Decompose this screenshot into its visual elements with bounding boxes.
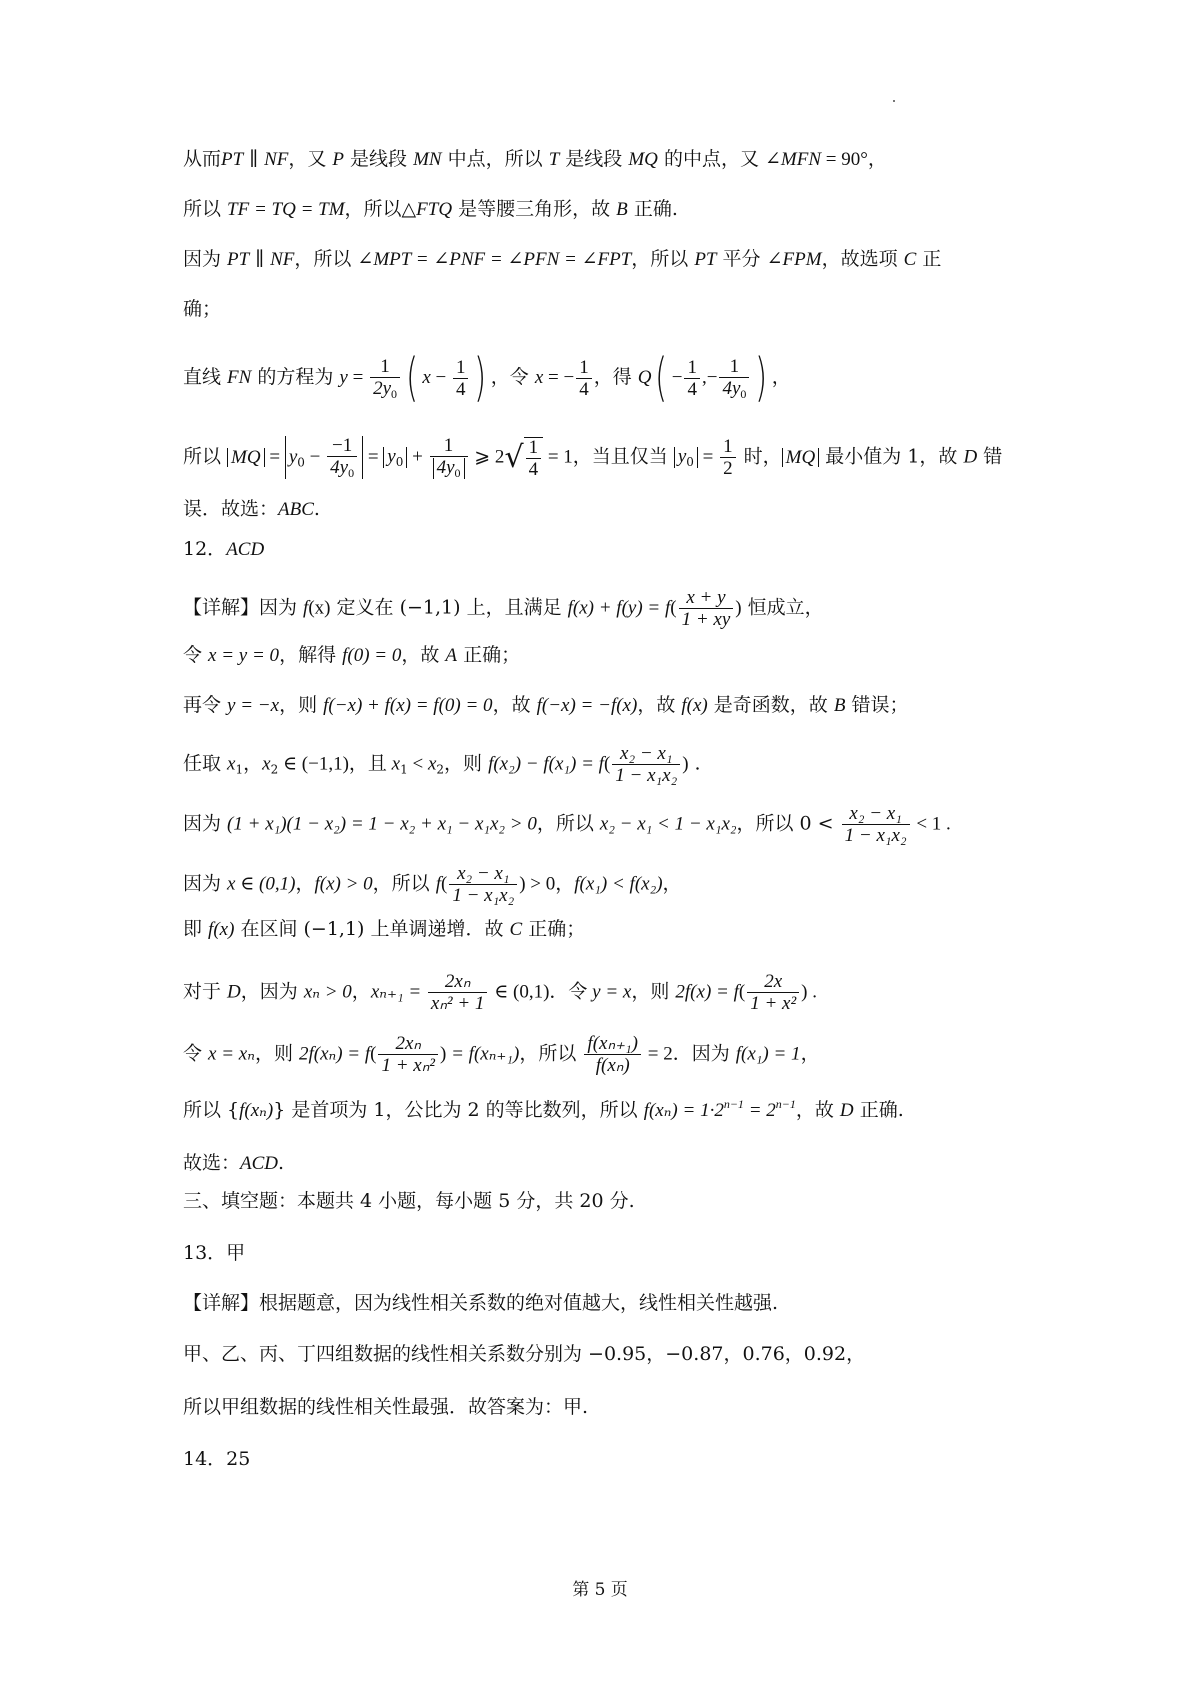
text-line-9: 【详解】因为 f(x) 定义在 (−1,1) 上，且满足 f(x) + f(y) = f( $\frac{x + y}{1 + xy}$ ) 恒成立， [183, 587, 824, 630]
text-line-7: 误．故选：ABC. [183, 498, 320, 520]
text-line-19: 故选：ACD. [183, 1152, 285, 1174]
question-number-13: 13．甲 [183, 1242, 246, 1264]
text-line-16: 对于 D，因为 xₙ > 0，xₙ₊₁ = $\frac{\text{2xₙ}}{\text{xₙ² + 1}}$ ∈ (0,1)．令 y = x，则 2f(x) = f( $\frac{2x}{\text{1 + x²}}$ ) . [183, 971, 817, 1014]
fraction: $\frac{1}{4}$ [684, 358, 700, 399]
fraction: $\frac{x + y}{1 + xy}$ [679, 588, 734, 629]
fraction: $\frac{1}{2y_0}$ [370, 357, 400, 400]
fraction: $\frac{\text{x₂ − x₁}}{\text{1 − x₁x₂}}$ [842, 804, 910, 845]
text-line-23: 甲、乙、丙、丁四组数据的线性相关系数分别为 −0.95，−0.87，0.76，0.92， [183, 1343, 866, 1365]
text-line-4: 确； [183, 298, 222, 320]
fraction: $\frac{1}{4}$ [453, 358, 469, 399]
fraction: $\frac{\text{x₂ − x₁}}{\text{1 − x₁x₂}}$ [449, 864, 517, 905]
fraction: $\frac{1}{4y_0}$ [430, 436, 468, 479]
fraction: $\frac{1}{4y_0}$ [719, 357, 749, 400]
text-line-1: 从而PT ∥ NF，又 P 是线段 MN 中点，所以 T 是线段 MQ 的中点，又 ∠MFN = 90°， [183, 148, 887, 170]
text-line-11: 再令 y = −x，则 f(−x) + f(x) = f(0) = 0，故 f(−x) = −f(x)，故 f(x) 是奇函数，故 B 错误； [183, 694, 909, 716]
fraction: $\frac{\text{x₂ − x₁}}{\text{1 − x₁x₂}}$ [612, 744, 680, 785]
text-line-5: 直线 FN 的方程为 y = $\frac{1}{2y_0}$ ( x − $\frac{1}{4}$ ) ，令 x = − $\frac{1}{4}$ ，得 Q( − $\frac{1}{4}$ ,− $\frac{1}{4y_0}$ ) ， [183, 348, 791, 408]
text-line-24: 所以甲组数据的线性相关性最强．故答案为：甲. [183, 1396, 589, 1418]
fraction: $\frac{\text{f(xₙ₊₁)}}{\text{f(xₙ)}}$ [584, 1034, 641, 1075]
fraction: $\frac{\text{2xₙ}}{\text{1 + xₙ²}}$ [378, 1034, 438, 1075]
fraction: $\frac{\text{2xₙ}}{\text{xₙ² + 1}}$ [428, 972, 488, 1013]
text-line-12: 任取 $x_1$，$x_2$ ∈ (−1,1)，且 $x_1 < x_2$，则 f(x₂) − f(x₁) = f( $\frac{\text{x₂ − x₁}}{\text{1 − x₁x₂}}$ ) . [183, 743, 701, 786]
text-line-22: 【详解】根据题意，因为线性相关系数的绝对值越大，线性相关性越强. [183, 1292, 779, 1314]
text-line-17: 令 x = xₙ，则 2f(xₙ) = f( $\frac{\text{2xₙ}}{\text{1 + xₙ²}}$ ) = f(xₙ₊₁)，所以 $\frac{\text{f(xₙ₊₁)}}{\text{f(xₙ)}}$ = 2．因为 f(x₁) = 1， [183, 1033, 820, 1076]
fraction: $\frac{1}{4}$ [576, 358, 592, 399]
question-number-12: 12．ACD [183, 538, 265, 560]
fraction: $\frac{2x}{\text{1 + x²}}$ [747, 972, 799, 1013]
scan-dot [893, 100, 895, 102]
text-line-10: 令 x = y = 0，解得 f(0) = 0，故 A 正确； [183, 644, 521, 666]
square-root: √ $\frac{1}{4}$ [504, 437, 543, 479]
text-line-15: 即 f(x) 在区间 (−1,1) 上单调递增．故 C 正确； [183, 918, 586, 940]
section-heading: 三、填空题：本题共 4 小题，每小题 5 分，共 20 分. [183, 1190, 635, 1212]
text-line-18: 所以 {f(xₙ)} 是首项为 1，公比为 2 的等比数列，所以 $f(x_n) = 1\cdot 2^{n-1} = 2^{n-1}$，故 D 正确. [183, 1097, 904, 1121]
text-line-13: 因为 (1 + x₁)(1 − x₂) = 1 − x₂ + x₁ − x₁x₂ > 0，所以 x₂ − x₁ < 1 − x₁x₂，所以 0 < $\frac{\text{x₂ − x₁}}{\text{1 − x₁x₂}}$ < 1 . [183, 803, 951, 846]
text-line-6: 所以 MQ = $y_0$ − $\frac{-1}{4y_0}$ = $y_0$ + $\frac{1}{4y_0}$ ⩾ 2√ $\frac{1}{4}$ = 1，当且仅当 $y_0$ = $\frac{1}{2}$ 时， MQ 最小值为 1，故 D 错 [183, 435, 1003, 481]
page-footer: 第 5 页 [572, 1580, 628, 1600]
question-number-14: 14．25 [183, 1448, 251, 1470]
fraction: $\frac{1}{2}$ [720, 437, 736, 478]
text-line-14: 因为 x ∈ (0,1)，f(x) > 0，所以 f( $\frac{\text{x₂ − x₁}}{\text{1 − x₁x₂}}$ ) > 0，f(x₁) < f(x₂)， [183, 863, 682, 906]
text-line-2: 所以 TF = TQ = TM，所以△FTQ 是等腰三角形，故 B 正确. [183, 198, 678, 220]
fraction: $\frac{-1}{4y_0}$ [327, 436, 357, 479]
text-line-3: 因为 PT ∥ NF，所以 ∠MPT = ∠PNF = ∠PFN = ∠FPT，所以 PT 平分 ∠FPM，故选项 C 正 [183, 248, 942, 270]
